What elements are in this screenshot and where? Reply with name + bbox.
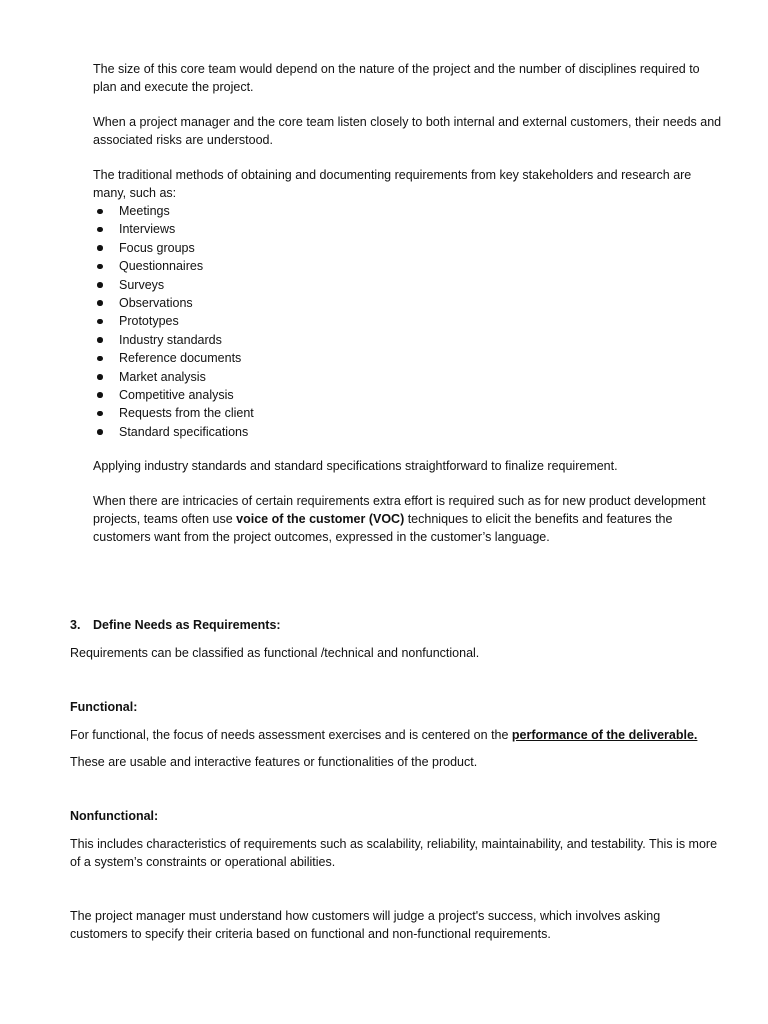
method-label: Industry standards — [119, 332, 222, 347]
list-item — [93, 423, 723, 441]
method-label: Market analysis — [119, 369, 206, 384]
methods-list — [93, 202, 723, 441]
intro-block — [93, 60, 723, 96]
method-label: Standard specifications — [119, 424, 249, 439]
nonfunctional-block — [70, 835, 720, 871]
bullet-icon — [97, 356, 103, 362]
list-item — [93, 404, 723, 422]
functional-text: For functional, the focus of needs assessment exercises and is centered on the — [70, 728, 512, 742]
voc-bold-term: voice of the customer (VOC) — [236, 512, 405, 526]
method-label: Surveys — [119, 277, 165, 292]
list-item — [93, 386, 723, 404]
bullet-icon — [97, 392, 103, 398]
method-label: Competitive analysis — [119, 387, 234, 402]
bullet-icon — [97, 264, 103, 270]
list-item — [93, 312, 723, 330]
section-title: Define Needs as Requirements: — [93, 618, 281, 632]
functional-paragraph — [70, 726, 720, 744]
method-label: Interviews — [119, 222, 176, 237]
listen-paragraph: When a project manager and the core team listen closely to both internal and external customers, their needs and associated risks are understood. — [93, 115, 722, 147]
bullet-icon — [97, 337, 103, 343]
list-item — [93, 349, 723, 367]
functional-p2-block — [70, 753, 720, 771]
functional-p1-block — [70, 726, 720, 744]
methods-block — [93, 166, 723, 441]
bullet-icon — [97, 374, 103, 380]
bullet-icon — [97, 429, 103, 435]
closing-block — [70, 907, 720, 943]
list-item — [93, 220, 723, 238]
section-3-heading — [70, 616, 720, 634]
functional-emphasis: performance of the deliverable. — [511, 728, 698, 742]
voc-text-after: techniques to elicit the benefits and features the customers want from the project outcomes, expressed in the customer’s language. — [93, 512, 673, 544]
list-item — [93, 368, 723, 386]
bullet-icon — [97, 411, 103, 417]
functional-heading: Functional: — [70, 700, 138, 714]
section-3-intro — [70, 644, 720, 662]
method-label: Observations — [119, 295, 193, 310]
section-number: 3. — [70, 618, 81, 632]
voc-text-before: When there are intricacies of certain requirements extra effort is required such as for new product development projects, teams often use — [93, 494, 706, 526]
list-item — [93, 239, 723, 257]
bullet-icon — [97, 227, 103, 233]
voc-block — [93, 492, 723, 546]
method-label: Reference documents — [119, 351, 242, 366]
bullet-icon — [97, 319, 103, 325]
closing-paragraph: The project manager must understand how customers will judge a project's success, which involves asking customers to specify their criteria based on functional and non-functional requirements. — [70, 909, 661, 941]
methods-intro-paragraph: The traditional methods of obtaining and documenting requirements from key stakeholders and research are many, such as: — [93, 168, 692, 200]
bullet-icon — [97, 300, 103, 306]
method-label: Focus groups — [119, 240, 195, 255]
method-label: Questionnaires — [119, 259, 204, 274]
method-label: Meetings — [119, 204, 170, 218]
core-team-paragraph: The size of this core team would depend on the nature of the project and the number of disciplines required to plan and execute the project. — [93, 62, 700, 94]
list-item — [93, 257, 723, 275]
list-item — [93, 331, 723, 349]
list-item — [93, 276, 723, 294]
voc-paragraph — [93, 492, 723, 546]
bullet-icon — [97, 245, 103, 251]
standards-block — [93, 457, 723, 475]
bullet-icon — [97, 209, 103, 215]
nonfunctional-heading: Nonfunctional: — [70, 809, 159, 823]
intro-block-2 — [93, 113, 723, 149]
bullet-icon — [97, 282, 103, 288]
functional-features-paragraph: These are usable and interactive features or functionalities of the product. — [70, 755, 478, 769]
list-item — [93, 294, 723, 312]
classification-paragraph: Requirements can be classified as functional /technical and nonfunctional. — [70, 646, 480, 660]
list-item — [93, 202, 723, 220]
method-label: Requests from the client — [119, 406, 254, 421]
method-label: Prototypes — [119, 314, 179, 329]
standards-paragraph: Applying industry standards and standard specifications straightforward to finalize requirement. — [93, 459, 618, 473]
nonfunctional-paragraph: This includes characteristics of requirements such as scalability, reliability, maintainability, and testability. This is more of a system’s constraints or operational abilities. — [70, 837, 718, 869]
